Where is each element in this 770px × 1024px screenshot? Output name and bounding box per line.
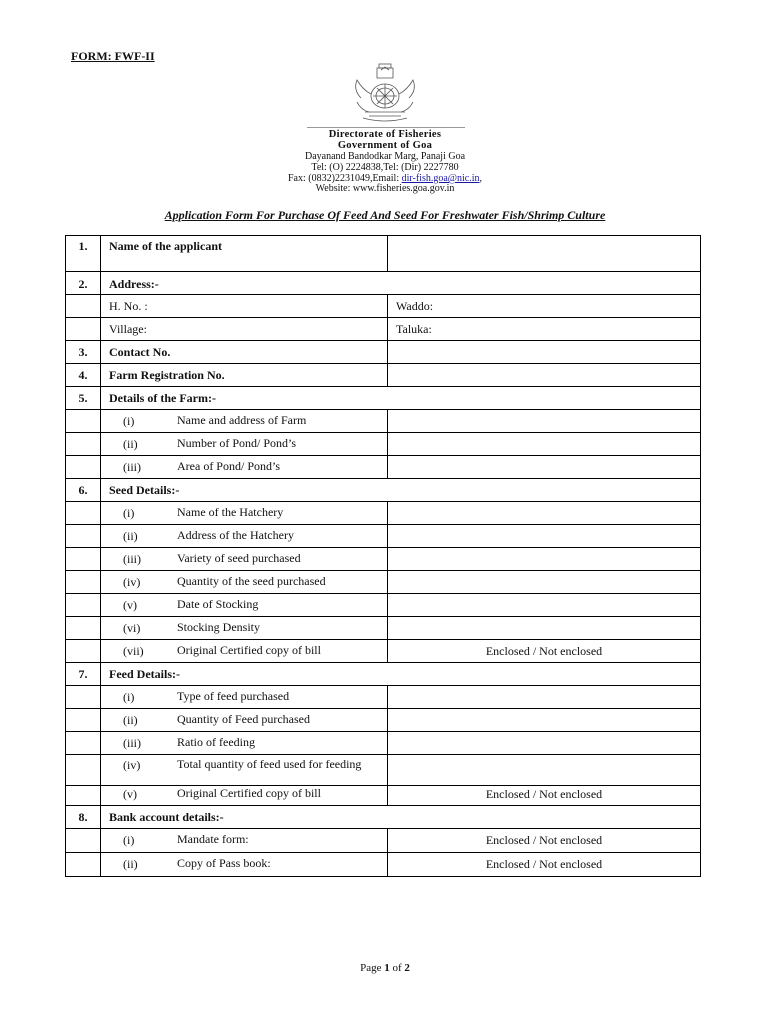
feed-quantity-field[interactable] — [388, 709, 701, 732]
row-number-empty — [66, 548, 101, 571]
pond-count-field[interactable] — [388, 433, 701, 456]
row-number-empty — [66, 525, 101, 548]
sub-number: (v) — [123, 787, 137, 801]
hatchery-name-field[interactable] — [388, 502, 701, 525]
email-link[interactable]: dir-fish.goa@nic.in — [401, 173, 480, 184]
page-current: 1 — [384, 962, 390, 974]
sub-number: (i) — [123, 690, 135, 704]
sub-label: Area of Pond/ Pond’s — [177, 459, 280, 473]
row-farm-registration — [66, 364, 701, 387]
sub-label: Type of feed purchased — [177, 689, 290, 703]
form-title: Application Form For Purchase Of Feed And Seed For Freshwater Fish/Shrimp Culture — [164, 208, 606, 222]
sub-label: Copy of Pass book: — [177, 856, 271, 870]
row-number-empty — [66, 829, 101, 853]
sub-number: (ii) — [123, 713, 138, 727]
row-sub-item — [66, 732, 701, 755]
row-address — [66, 272, 701, 295]
row-number-empty — [66, 732, 101, 755]
sub-label: Name of the Hatchery — [177, 505, 284, 519]
sub-number: (iii) — [123, 736, 141, 750]
row-sub-item — [66, 456, 701, 479]
contact-field[interactable] — [388, 341, 701, 364]
row-number: 2. — [66, 272, 101, 295]
row-sub-item — [66, 548, 701, 571]
row-sub-item — [66, 410, 701, 433]
sub-label: Mandate form: — [177, 832, 249, 846]
row-label: Address:- — [101, 272, 701, 295]
sub-number: (ii) — [123, 437, 138, 451]
sub-label: Total quantity of feed used for feeding — [177, 757, 362, 771]
row-number-empty — [66, 853, 101, 877]
row-number-empty — [66, 456, 101, 479]
sub-number: (vii) — [123, 644, 144, 658]
mandate-form-status[interactable]: Enclosed / Not enclosed — [388, 829, 701, 853]
hatchery-address-field[interactable] — [388, 525, 701, 548]
row-number: 1. — [66, 236, 101, 272]
row-contact — [66, 341, 701, 364]
stocking-date-field[interactable] — [388, 594, 701, 617]
row-applicant-name — [66, 236, 701, 272]
org-address: Dayanand Bandodkar Marg, Panaji Goa — [304, 151, 466, 162]
row-number: 5. — [66, 387, 101, 410]
sub-label: Number of Pond/ Pond’s — [177, 436, 297, 450]
sub-number: (i) — [123, 414, 135, 428]
sub-label: Quantity of Feed purchased — [177, 712, 310, 726]
waddo-field[interactable]: Waddo: — [388, 295, 701, 318]
sub-label: Variety of seed purchased — [177, 551, 301, 565]
sub-number: (iii) — [123, 460, 141, 474]
row-number-empty — [66, 571, 101, 594]
feed-type-field[interactable] — [388, 686, 701, 709]
sub-number: (ii) — [123, 529, 138, 543]
row-label: Feed Details:- — [101, 663, 701, 686]
row-sub-item — [66, 594, 701, 617]
row-sub-item — [66, 853, 701, 877]
row-number-empty — [66, 295, 101, 318]
row-sub-item — [66, 829, 701, 853]
total-feed-field[interactable] — [388, 755, 701, 786]
sub-label: Address of the Hatchery — [177, 528, 294, 542]
farm-registration-field[interactable] — [388, 364, 701, 387]
row-label: Farm Registration No. — [101, 364, 388, 387]
row-number: 7. — [66, 663, 101, 686]
applicant-name-field[interactable] — [388, 236, 701, 272]
org-name: Directorate of Fisheries — [328, 129, 442, 140]
row-feed-details — [66, 663, 701, 686]
row-number-empty — [66, 502, 101, 525]
row-sub-item — [66, 786, 701, 806]
page-total: 2 — [404, 962, 410, 974]
sub-label: Name and address of Farm — [177, 413, 307, 427]
row-number-empty — [66, 640, 101, 663]
row-sub-item — [66, 571, 701, 594]
sub-number: (iv) — [123, 575, 141, 589]
page-number — [0, 962, 770, 974]
village-field[interactable]: Village: — [101, 318, 388, 341]
row-label: Bank account details:- — [101, 806, 701, 829]
row-number: 6. — [66, 479, 101, 502]
sub-label: Original Certified copy of bill — [177, 786, 321, 800]
sub-label: Ratio of feeding — [177, 735, 255, 749]
sub-number: (i) — [123, 506, 135, 520]
passbook-status[interactable]: Enclosed / Not enclosed — [388, 853, 701, 877]
taluka-field[interactable]: Taluka: — [388, 318, 701, 341]
org-website: Website: www.fisheries.goa.gov.in — [315, 183, 455, 194]
row-sub-item — [66, 617, 701, 640]
org-fax-email: Fax: (0832)2231049,Email: dir-fish.goa@nic.in, — [288, 173, 482, 184]
row-sub-item — [66, 525, 701, 548]
seed-quantity-field[interactable] — [388, 571, 701, 594]
farm-name-field[interactable] — [388, 410, 701, 433]
row-address-village — [66, 318, 701, 341]
sub-number: (ii) — [123, 857, 138, 871]
row-number-empty — [66, 594, 101, 617]
sub-number: (vi) — [123, 621, 141, 635]
row-number-empty — [66, 617, 101, 640]
row-number-empty — [66, 433, 101, 456]
form-id: FORM: FWF-II — [71, 49, 155, 63]
row-sub-item — [66, 502, 701, 525]
stocking-density-field[interactable] — [388, 617, 701, 640]
sub-number: (iv) — [123, 758, 141, 772]
sub-number: (iii) — [123, 552, 141, 566]
row-number-empty — [66, 786, 101, 806]
row-sub-item — [66, 755, 701, 786]
feed-bill-status[interactable]: Enclosed / Not enclosed — [388, 786, 701, 806]
row-number-empty — [66, 318, 101, 341]
org-tel: Tel: (O) 2224838,Tel: (Dir) 2227780 — [311, 162, 459, 173]
page-of: of — [389, 962, 405, 974]
row-number-empty — [66, 709, 101, 732]
pond-area-field[interactable] — [388, 456, 701, 479]
row-number-empty — [66, 410, 101, 433]
sub-number: (v) — [123, 598, 137, 612]
row-label: Seed Details:- — [101, 479, 701, 502]
row-sub-item — [66, 640, 701, 663]
row-address-hno — [66, 295, 701, 318]
sub-label: Quantity of the seed purchased — [177, 574, 326, 588]
row-seed-details — [66, 479, 701, 502]
application-table — [65, 235, 701, 877]
header-rule — [307, 127, 465, 128]
row-sub-item — [66, 433, 701, 456]
fax-text: Fax: (0832)2231049,Email: — [288, 173, 400, 184]
seed-variety-field[interactable] — [388, 548, 701, 571]
row-bank-details — [66, 806, 701, 829]
hno-field[interactable]: H. No. : — [101, 295, 388, 318]
seed-bill-status[interactable]: Enclosed / Not enclosed — [388, 640, 701, 663]
row-number-empty — [66, 755, 101, 786]
row-farm-details — [66, 387, 701, 410]
row-label: Name of the applicant — [101, 236, 388, 272]
row-number: 8. — [66, 806, 101, 829]
row-number: 3. — [66, 341, 101, 364]
row-sub-item — [66, 686, 701, 709]
sub-number: (i) — [123, 833, 135, 847]
goa-emblem-icon — [347, 62, 423, 126]
sub-label: Date of Stocking — [177, 597, 259, 611]
page-prefix: Page — [360, 962, 385, 974]
sub-label: Original Certified copy of bill — [177, 643, 321, 657]
row-sub-item — [66, 709, 701, 732]
sub-label: Stocking Density — [177, 620, 260, 634]
feeding-ratio-field[interactable] — [388, 732, 701, 755]
gov-name: Government of Goa — [337, 140, 433, 151]
row-number: 4. — [66, 364, 101, 387]
row-label: Details of the Farm:- — [101, 387, 701, 410]
row-number-empty — [66, 686, 101, 709]
row-label: Contact No. — [101, 341, 388, 364]
